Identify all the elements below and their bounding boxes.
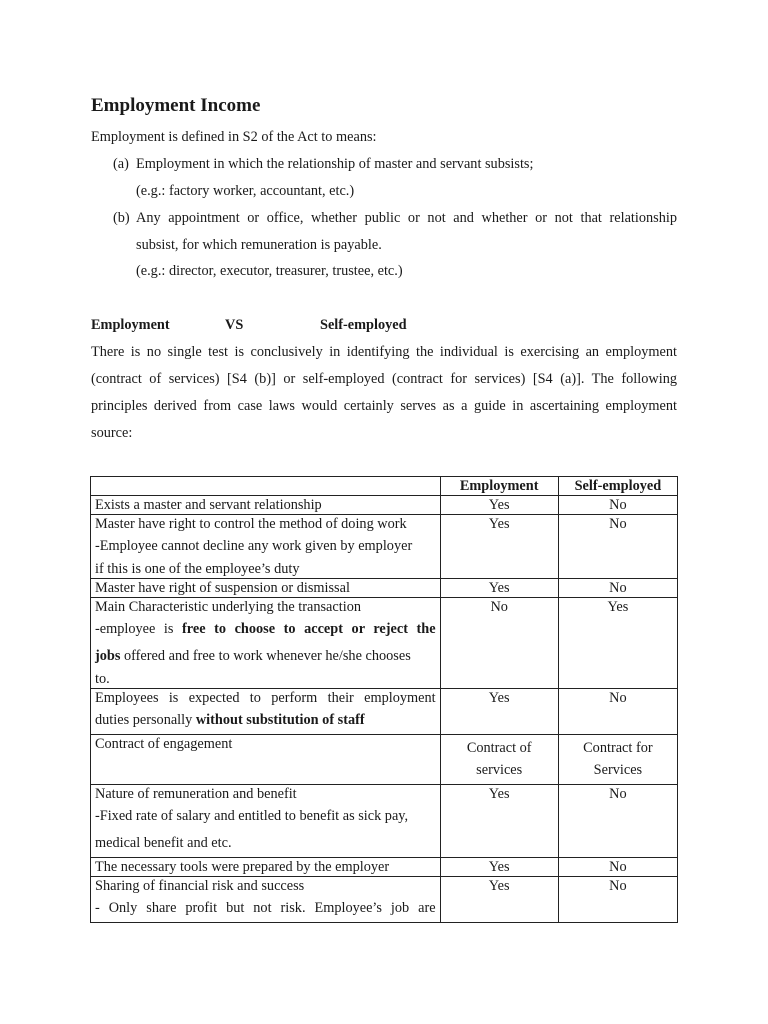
paragraph-line-3: principles derived from case laws would certainly serves as a guide in ascertaining employment (91, 398, 677, 414)
row-self-employed-value: No (558, 877, 677, 923)
item-b-example: (e.g.: director, executor, treasurer, trustee, etc.) (136, 263, 403, 279)
header-empty-cell (91, 477, 441, 496)
row-employment-value: Yes (440, 579, 558, 598)
row-employment-value: Yes (440, 515, 558, 579)
row-criterion-line: to. (95, 671, 110, 687)
row-employment-value: Yes (440, 785, 558, 858)
row-employment-value: Yes (440, 689, 558, 735)
criterion-text: duties personally (95, 712, 196, 728)
row-criterion-line: if this is one of the employee’s duty (95, 561, 300, 577)
row-self-employed-value: No (558, 515, 677, 579)
item-a-example: (e.g.: factory worker, accountant, etc.) (136, 183, 355, 199)
row-criterion-line: Sharing of financial risk and success (95, 878, 305, 894)
row-employment-value: No (440, 598, 558, 689)
row-criterion-line (95, 707, 436, 734)
row-criterion (91, 598, 441, 689)
row-self-employed-value: No (558, 579, 677, 598)
row-criterion (91, 515, 441, 579)
row-criterion-line: Main Characteristic underlying the transaction (95, 599, 361, 615)
row-criterion: Master have right of suspension or dismissal (91, 579, 441, 598)
row-criterion-line: - Only share profit but not risk. Employee’s job are (95, 900, 436, 916)
table-row (91, 579, 678, 598)
value-line: Contract of (466, 740, 532, 756)
paragraph-line-2: (contract of services) [S4 (b)] or self-employed (contract for services) [S4 (a)]. The following (91, 371, 677, 387)
row-employment-value: Yes (440, 858, 558, 877)
value-line: Contract for (583, 740, 653, 756)
item-b-line-1: Any appointment or office, whether public or not and whether or not that relationship (136, 210, 677, 226)
row-criterion-line: -Fixed rate of salary and entitled to benefit as sick pay, (95, 808, 409, 824)
row-criterion: Exists a master and servant relationship (91, 496, 441, 515)
row-self-employed-value: No (558, 785, 677, 858)
intro-text: Employment is defined in S2 of the Act to means: (91, 129, 377, 145)
row-employment-value (440, 735, 558, 785)
item-b-label: (b) (113, 210, 130, 226)
item-b-line-2: subsist, for which remuneration is payable. (136, 237, 382, 253)
row-criterion-line (95, 616, 436, 643)
table-row (91, 735, 678, 785)
criterion-text: -employee is (95, 621, 182, 637)
row-criterion-line: -Employee cannot decline any work given by employer (95, 538, 413, 554)
table-row (91, 858, 678, 877)
row-criterion: Contract of engagement (91, 735, 441, 785)
row-criterion-line: Employees is expected to perform their employment (95, 690, 436, 706)
row-criterion (91, 689, 441, 735)
item-a-label: (a) (113, 156, 129, 172)
criterion-bold-text: free to choose to accept or reject the (182, 621, 436, 637)
row-criterion: The necessary tools were prepared by the employer (91, 858, 441, 877)
row-self-employed-value: Yes (558, 598, 677, 689)
table-row (91, 496, 678, 515)
table-row (91, 785, 678, 858)
comparison-table (90, 476, 678, 923)
row-criterion-line (95, 643, 436, 670)
row-employment-value: Yes (440, 877, 558, 923)
header-self-employed: Self-employed (558, 477, 677, 496)
row-criterion-line: medical benefit and etc. (95, 835, 232, 851)
row-employment-value: Yes (440, 496, 558, 515)
row-self-employed-value: No (558, 858, 677, 877)
row-criterion-line: Master have right to control the method of doing work (95, 516, 407, 532)
row-self-employed-value (558, 735, 677, 785)
item-a-text: Employment in which the relationship of master and servant subsists; (136, 156, 534, 172)
heading-self-employed: Self-employed (320, 317, 407, 333)
header-employment: Employment (440, 477, 558, 496)
heading-vs: VS (225, 317, 244, 333)
criterion-bold-text: jobs (95, 648, 121, 664)
table-row (91, 515, 678, 579)
paragraph-line-4: source: (91, 425, 133, 441)
paragraph-line-1: There is no single test is conclusively in identifying the individual is exercising an employment (91, 344, 677, 360)
value-line: Services (593, 762, 643, 778)
table-header-row (91, 477, 678, 496)
table-row (91, 689, 678, 735)
criterion-bold-text: without substitution of staff (195, 712, 365, 728)
row-criterion (91, 877, 441, 923)
table-row (91, 877, 678, 923)
page-title: Employment Income (91, 95, 261, 116)
table-row (91, 598, 678, 689)
row-self-employed-value: No (558, 689, 677, 735)
value-line: services (476, 762, 523, 778)
row-criterion (91, 785, 441, 858)
heading-employment: Employment (91, 317, 170, 333)
row-self-employed-value: No (558, 496, 677, 515)
row-criterion-line: Nature of remuneration and benefit (95, 786, 297, 802)
criterion-text: offered and free to work whenever he/she chooses (120, 648, 411, 664)
